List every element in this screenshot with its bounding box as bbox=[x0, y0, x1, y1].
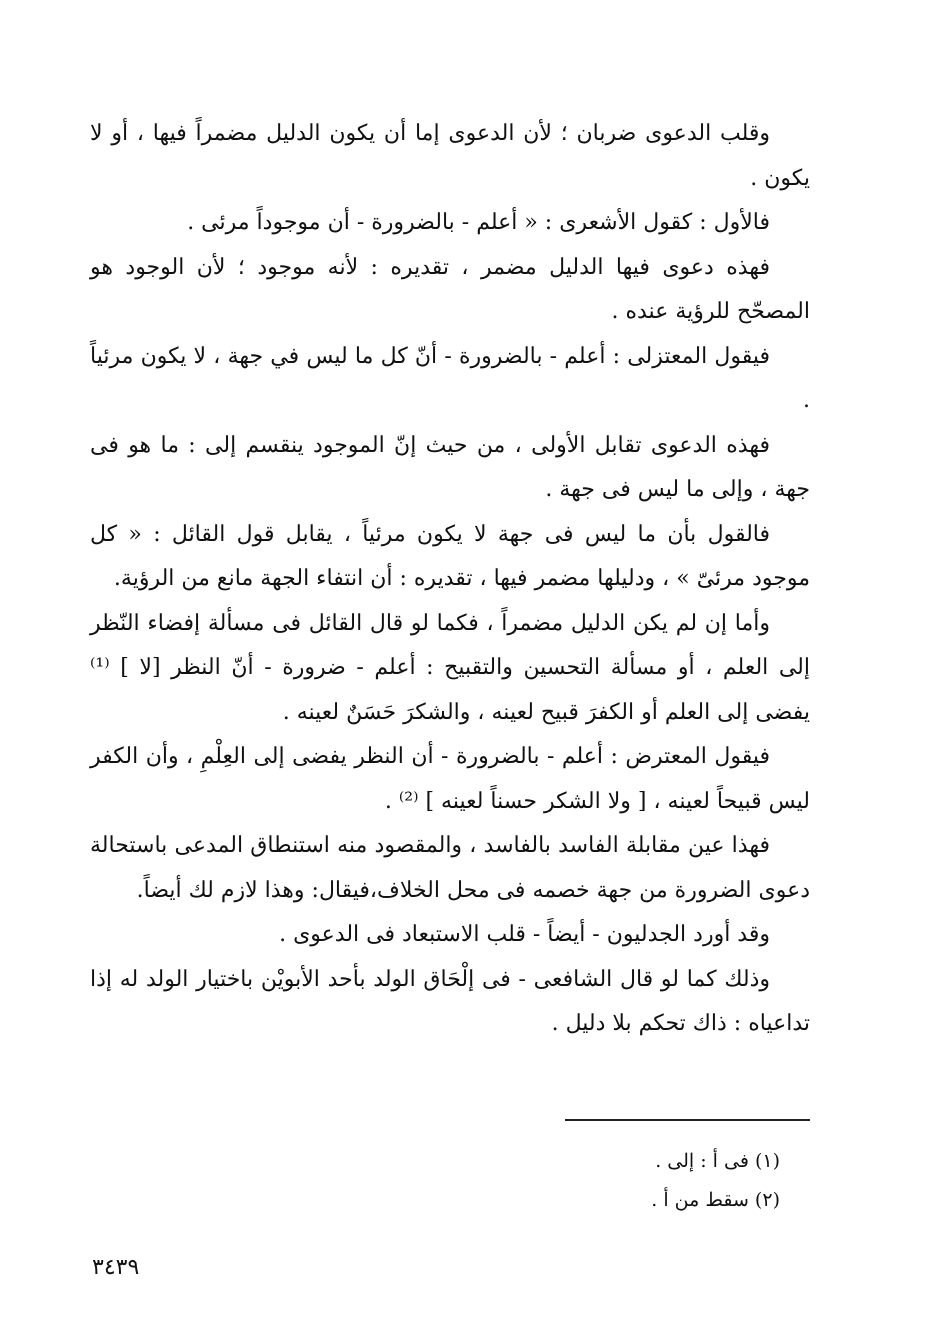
paragraph-9: فهذا عين مقابلة الفاسد بالفاسد ، والمقصود منه استنطاق المدعى باستحالة دعوى الضرورة من جهة خصمه فى محل الخلاف،فيقال: وهذا لازم لك أيضاً. bbox=[90, 833, 810, 903]
main-text bbox=[90, 112, 810, 1047]
paragraph-5: فهذه الدعوى تقابل الأولى ، من حيث إنّ الموجود ينقسم إلى : ما هو فى جهة ، وإلى ما ليس فى جهة . bbox=[90, 432, 810, 502]
paragraph-6: فالقول بأن ما ليس فى جهة لا يكون مرئياً ، يقابل قول القائل : « كل موجود مرئىّ » ، ودليلها مضمر فيها ، تقديره : أن انتفاء الجهة مانع من الرؤية. bbox=[90, 521, 810, 591]
footnote-separator bbox=[565, 1119, 810, 1121]
page-number: ٣٤٣٩ bbox=[92, 1255, 140, 1280]
footnotes bbox=[430, 1142, 780, 1220]
paragraph-1: وقلب الدعوى ضربان ؛ لأن الدعوى إما أن يكون الدليل مضمراً فيها ، أو لا يكون . bbox=[90, 121, 810, 191]
footnote-2: (٢) سقط من أ . bbox=[651, 1189, 780, 1211]
paragraph-10: وقد أورد الجدليون - أيضاً - قلب الاستبعاد فى الدعوى . bbox=[279, 922, 770, 947]
footnote-1: (١) فى أ : إلى . bbox=[655, 1150, 780, 1172]
paragraph-11: وذلك كما لو قال الشافعى - فى إلْحَاق الولد بأحد الأبويْن باختيار الولد له إذا تداعياه : ذاك تحكم بلا دليل . bbox=[90, 966, 810, 1036]
paragraph-7: وأما إن لم يكن الدليل مضمراً ، فكما لو قال القائل فى مسألة إفضاء النّظر إلى العلم ، أو مسألة التحسين والتقبيح : أعلم - ضرورة - أنّ النظر [لا ] ⁽¹⁾ يفضى إلى العلم أو الكفرَ قبيح لعينه ، والشكرَ حَسَنٌ لعينه . bbox=[90, 610, 810, 725]
paragraph-2: فالأول : كقول الأشعرى : « أعلم - بالضرورة - أن موجوداً مرئى . bbox=[187, 210, 770, 235]
paragraph-4: فيقول المعتزلى : أعلم - بالضرورة - أنّ كل ما ليس في جهة ، لا يكون مرئياً . bbox=[90, 343, 810, 413]
paragraph-3: فهذه دعوى فيها الدليل مضمر ، تقديره : لأنه موجود ؛ لأن الوجود هو المصحّح للرؤية عنده . bbox=[90, 254, 810, 324]
paragraph-8: فيقول المعترض : أعلم - بالضرورة - أن النظر يفضى إلى العِلْمِ ، وأن الكفر ليس قبيحاً لعينه ، [ ولا الشكر حسناً لعينه ] ⁽²⁾ . bbox=[90, 744, 810, 814]
